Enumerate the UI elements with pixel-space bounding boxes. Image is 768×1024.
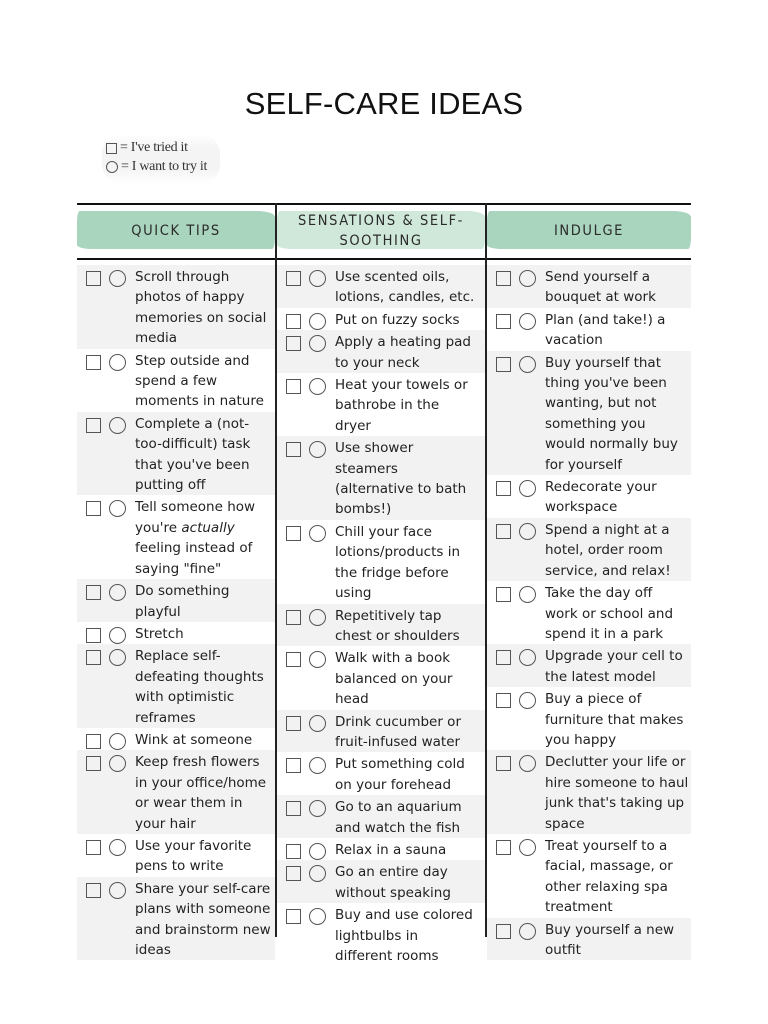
list-item	[77, 728, 275, 750]
tried-checkbox[interactable]	[496, 650, 511, 665]
item-text	[335, 840, 485, 860]
list-item	[77, 349, 275, 412]
list-item	[487, 581, 691, 644]
item-text	[545, 836, 691, 918]
tried-checkbox[interactable]	[86, 628, 101, 643]
want-to-try-circle[interactable]	[109, 417, 126, 434]
item-text-line: feeling instead of	[135, 540, 253, 557]
want-to-try-circle[interactable]	[109, 584, 126, 601]
item-text	[135, 879, 275, 961]
column-items	[77, 265, 275, 960]
list-item	[277, 646, 485, 709]
list-item	[277, 520, 485, 604]
want-to-try-circle[interactable]	[519, 270, 536, 287]
list-item	[77, 877, 275, 961]
tried-checkbox[interactable]	[496, 924, 511, 939]
tried-checkbox[interactable]	[286, 526, 301, 541]
tried-checkbox[interactable]	[286, 909, 301, 924]
want-to-try-circle[interactable]	[109, 627, 126, 644]
list-item	[277, 860, 485, 903]
item-text-line: ideas	[135, 942, 171, 958]
want-to-try-circle[interactable]	[519, 586, 536, 603]
item-text	[335, 862, 485, 903]
tried-checkbox[interactable]	[286, 314, 301, 329]
item-text-line: service, and relax!	[545, 562, 671, 579]
item-text	[135, 414, 275, 496]
list-item	[277, 436, 485, 520]
item-text-line: Complete a (not-	[135, 415, 250, 432]
item-text-line: pens to write	[135, 858, 224, 875]
item-text	[135, 836, 275, 877]
tried-checkbox[interactable]	[86, 418, 101, 433]
tried-checkbox[interactable]	[496, 840, 511, 855]
list-item	[77, 495, 275, 579]
list-item	[277, 265, 485, 308]
want-to-try-circle[interactable]	[309, 757, 326, 774]
want-to-try-circle[interactable]	[309, 609, 326, 626]
item-text	[335, 797, 485, 838]
item-text-line: bouquet at work	[545, 289, 656, 306]
item-text-line: plans with someone	[135, 901, 271, 918]
list-item	[277, 795, 485, 838]
column-indulge	[487, 203, 691, 958]
item-text-line: Share your self-care	[135, 880, 271, 897]
list-item	[77, 644, 275, 728]
tried-checkbox[interactable]	[286, 610, 301, 625]
item-text-line: bombs!)	[335, 501, 392, 518]
tried-checkbox[interactable]	[496, 587, 511, 602]
item-text-line: Walk with a book	[335, 650, 451, 667]
item-text	[335, 905, 485, 966]
tried-checkbox[interactable]	[286, 716, 301, 731]
item-text-line: Put something cold	[335, 756, 465, 773]
checkbox-icon	[106, 143, 117, 154]
item-text-line: dryer	[335, 417, 371, 434]
item-text-line: spend it in a park	[545, 625, 664, 642]
item-text	[135, 267, 275, 349]
item-text-line: Put on fuzzy socks	[335, 311, 460, 328]
want-to-try-circle[interactable]	[519, 923, 536, 940]
item-text-line: saying "fine"	[135, 560, 222, 577]
item-text-line: Apply a heating pad	[335, 334, 471, 351]
list-item	[277, 710, 485, 753]
want-to-try-circle[interactable]	[109, 733, 126, 750]
item-text-line: Redecorate your	[545, 479, 657, 496]
list-item	[487, 834, 691, 918]
tried-checkbox[interactable]	[86, 355, 101, 370]
list-item	[487, 750, 691, 834]
item-text-line: bathrobe in the	[335, 397, 440, 414]
list-item	[487, 475, 691, 518]
want-to-try-circle[interactable]	[519, 692, 536, 709]
circle-icon	[106, 161, 118, 173]
list-item	[487, 644, 691, 687]
item-text-line: workspace	[545, 499, 618, 516]
item-text-line: to your neck	[335, 354, 420, 371]
item-text-line: with optimistic	[135, 689, 235, 706]
want-to-try-circle[interactable]	[519, 523, 536, 540]
want-to-try-circle[interactable]	[309, 441, 326, 458]
item-text-line: Buy and use colored	[335, 907, 473, 924]
item-text-line: Upgrade your cell to	[545, 648, 683, 665]
item-text-line: playful	[135, 603, 181, 620]
want-to-try-circle[interactable]	[519, 755, 536, 772]
item-text-line: your hair	[135, 815, 196, 832]
column-sensations	[277, 203, 485, 964]
column-header-label: QUICK TIPS	[131, 222, 221, 239]
item-text	[135, 581, 275, 622]
legend-want-label: = I want to try it	[121, 159, 208, 174]
tried-checkbox[interactable]	[86, 501, 101, 516]
item-text	[135, 730, 275, 750]
item-text-line: wanting, but not	[545, 395, 657, 412]
want-to-try-circle[interactable]	[309, 313, 326, 330]
tried-checkbox[interactable]	[86, 883, 101, 898]
item-text-line: lightbulbs in	[335, 927, 418, 944]
want-to-try-circle[interactable]	[309, 843, 326, 860]
column-items	[277, 265, 485, 966]
item-text	[335, 712, 485, 753]
item-text	[335, 438, 485, 520]
list-item	[487, 308, 691, 351]
column-header-label: SENSATIONS & SELF-SOOTHING	[297, 212, 464, 249]
tried-checkbox[interactable]	[286, 866, 301, 881]
item-text-line: hotel, order room	[545, 542, 663, 559]
item-text-line: defeating thoughts	[135, 668, 264, 685]
item-text	[335, 606, 485, 647]
want-to-try-circle[interactable]	[309, 378, 326, 395]
tried-checkbox[interactable]	[86, 756, 101, 771]
item-text-line: chest or shoulders	[335, 627, 460, 644]
item-text	[335, 754, 485, 795]
item-text	[135, 351, 275, 412]
emphasis-text: actually	[181, 519, 235, 536]
want-to-try-circle[interactable]	[309, 865, 326, 882]
want-to-try-circle[interactable]	[309, 270, 326, 287]
want-to-try-circle[interactable]	[109, 354, 126, 371]
column-header	[487, 203, 691, 258]
item-text	[545, 689, 691, 750]
item-text-line: that you've been	[135, 456, 250, 473]
item-text-line: other relaxing spa	[545, 878, 668, 895]
want-to-try-circle[interactable]	[109, 270, 126, 287]
tried-checkbox[interactable]	[86, 840, 101, 855]
item-text-line: balanced on your	[335, 670, 453, 687]
item-text-line: Take the day off	[545, 585, 653, 602]
item-text-line: Use shower	[335, 440, 414, 457]
column-header-label: INDULGE	[553, 222, 624, 239]
column-quick-tips	[77, 203, 275, 958]
item-text	[545, 583, 691, 644]
item-text-line: you're actually	[135, 519, 235, 536]
list-item	[277, 903, 485, 966]
item-text-line: work or school and	[545, 605, 674, 622]
item-text	[135, 646, 275, 728]
item-text	[335, 310, 485, 330]
item-text-line: Buy yourself that	[545, 354, 662, 371]
tried-checkbox[interactable]	[496, 481, 511, 496]
item-text-line: Keep fresh flowers	[135, 754, 260, 771]
legend-tried-label: = I've tried it	[120, 140, 188, 155]
item-text	[335, 522, 485, 604]
item-text-line: something you	[545, 415, 646, 432]
tried-checkbox[interactable]	[286, 442, 301, 457]
item-text-line: using	[335, 585, 372, 602]
tried-checkbox[interactable]	[286, 379, 301, 394]
item-text-line: Buy yourself a new	[545, 921, 675, 938]
item-text-line: the latest model	[545, 668, 656, 685]
item-text	[335, 332, 485, 373]
column-header	[77, 203, 275, 258]
item-text-line: Treat yourself to a	[545, 837, 668, 854]
item-text	[545, 646, 691, 687]
self-care-table	[77, 203, 691, 964]
item-text-line: Tell someone how	[135, 499, 256, 516]
item-text-line: Replace self-	[135, 648, 221, 665]
list-item	[487, 918, 691, 961]
want-to-try-circle[interactable]	[309, 525, 326, 542]
item-text-line: and watch the fish	[335, 819, 461, 836]
list-item	[277, 604, 485, 647]
item-text-line: or wear them in	[135, 795, 243, 812]
item-text-line: Go to an aquarium	[335, 799, 462, 816]
item-text-line: the fridge before	[335, 564, 449, 581]
tried-checkbox[interactable]	[496, 271, 511, 286]
item-text	[545, 920, 691, 961]
item-text-line: Heat your towels or	[335, 377, 468, 394]
column-header	[277, 203, 485, 258]
item-text-line: Step outside and	[135, 352, 250, 369]
tried-checkbox[interactable]	[86, 271, 101, 286]
tried-checkbox[interactable]	[496, 357, 511, 372]
item-text-line: lotions/products in	[335, 544, 461, 561]
want-to-try-circle[interactable]	[109, 839, 126, 856]
want-to-try-circle[interactable]	[519, 649, 536, 666]
tried-checkbox[interactable]	[286, 336, 301, 351]
item-text-line: fruit-infused water	[335, 733, 461, 750]
item-text-line: moments in nature	[135, 393, 264, 410]
tried-checkbox[interactable]	[496, 693, 511, 708]
list-item	[277, 838, 485, 860]
list-item	[277, 373, 485, 436]
item-text	[135, 624, 275, 644]
list-item	[487, 351, 691, 475]
item-text-line: Spend a night at a	[545, 521, 670, 538]
item-text-line: Do something	[135, 583, 230, 600]
item-text-line: treatment	[545, 899, 613, 916]
want-to-try-circle[interactable]	[519, 356, 536, 373]
item-text-line: on your forehead	[335, 776, 452, 793]
item-text-line: photos of happy	[135, 289, 245, 306]
item-text-line: Relax in a sauna	[335, 841, 447, 858]
item-text-line: Plan (and take!) a	[545, 311, 666, 328]
list-item	[277, 330, 485, 373]
item-text-line: for yourself	[545, 456, 623, 473]
item-text-line: lotions, candles, etc.	[335, 289, 475, 306]
legend-tried	[106, 139, 188, 157]
list-item	[487, 687, 691, 750]
item-text-line: junk that's taking up	[545, 795, 685, 812]
want-to-try-circle[interactable]	[109, 882, 126, 899]
list-item	[77, 579, 275, 622]
want-to-try-circle[interactable]	[109, 755, 126, 772]
want-to-try-circle[interactable]	[309, 800, 326, 817]
item-text-line: Chill your face	[335, 523, 432, 540]
tried-checkbox[interactable]	[286, 652, 301, 667]
list-item	[487, 265, 691, 308]
item-text-line: furniture that makes	[545, 711, 684, 728]
item-text-line: reframes	[135, 709, 196, 726]
tried-checkbox[interactable]	[286, 801, 301, 816]
item-text	[545, 752, 691, 834]
item-text	[135, 497, 275, 579]
legend-want	[106, 158, 207, 176]
item-text-line: facial, massage, or	[545, 858, 673, 875]
tried-checkbox[interactable]	[286, 758, 301, 773]
item-text	[545, 353, 691, 475]
item-text	[335, 267, 485, 308]
item-text-line: hire someone to haul	[545, 774, 689, 791]
item-text-line: steamers	[335, 460, 398, 477]
page-title: SELF-CARE IDEAS	[244, 86, 524, 121]
item-text-line: Wink at someone	[135, 731, 253, 748]
list-item	[77, 834, 275, 877]
item-text-line: Send yourself a	[545, 269, 651, 285]
item-text-line: Repetitively tap	[335, 607, 442, 624]
tried-checkbox[interactable]	[496, 756, 511, 771]
item-text-line: without speaking	[335, 884, 451, 901]
item-text-line: would normally buy	[545, 436, 678, 453]
item-text-line: memories on social	[135, 309, 267, 326]
want-to-try-circle[interactable]	[309, 335, 326, 352]
item-text-line: Scroll through	[135, 269, 230, 285]
item-text-line: you happy	[545, 731, 617, 748]
item-text	[135, 752, 275, 834]
want-to-try-circle[interactable]	[309, 651, 326, 668]
want-to-try-circle[interactable]	[519, 839, 536, 856]
item-text-line: Go an entire day	[335, 864, 448, 881]
item-text	[545, 477, 691, 518]
list-item	[77, 750, 275, 834]
want-to-try-circle[interactable]	[519, 480, 536, 497]
item-text-line: outfit	[545, 942, 581, 958]
tried-checkbox[interactable]	[286, 844, 301, 859]
item-text-line: putting off	[135, 477, 206, 494]
item-text-line: spend a few	[135, 373, 217, 390]
list-item	[77, 265, 275, 349]
item-text	[545, 310, 691, 351]
item-text	[545, 267, 691, 308]
item-text-line: Declutter your life or	[545, 754, 686, 771]
item-text-line: thing you've been	[545, 375, 667, 392]
item-text-line: Use your favorite	[135, 837, 252, 854]
want-to-try-circle[interactable]	[309, 908, 326, 925]
want-to-try-circle[interactable]	[109, 649, 126, 666]
item-text	[545, 520, 691, 581]
want-to-try-circle[interactable]	[309, 715, 326, 732]
item-text-line: vacation	[545, 332, 603, 349]
legend	[102, 134, 220, 184]
item-text-line: too-difficult) task	[135, 436, 251, 453]
list-item	[277, 308, 485, 330]
list-item	[277, 752, 485, 795]
item-text-line: media	[135, 330, 178, 347]
want-to-try-circle[interactable]	[519, 313, 536, 330]
list-item	[487, 518, 691, 581]
want-to-try-circle[interactable]	[109, 500, 126, 517]
tried-checkbox[interactable]	[86, 650, 101, 665]
item-text-line: Stretch	[135, 625, 184, 642]
item-text-line: in your office/home	[135, 774, 267, 791]
item-text	[335, 375, 485, 436]
column-items	[487, 265, 691, 960]
list-item	[77, 622, 275, 644]
tried-checkbox[interactable]	[286, 271, 301, 286]
item-text-line: space	[545, 815, 585, 832]
item-text-line: (alternative to bath	[335, 481, 467, 498]
tried-checkbox[interactable]	[496, 314, 511, 329]
tried-checkbox[interactable]	[86, 585, 101, 600]
item-text-line: different rooms	[335, 948, 439, 964]
tried-checkbox[interactable]	[86, 734, 101, 749]
item-text-line: Buy a piece of	[545, 691, 642, 708]
item-text	[335, 648, 485, 709]
item-text-line: and brainstorm new	[135, 921, 271, 938]
list-item	[77, 412, 275, 496]
item-text-line: head	[335, 691, 369, 708]
tried-checkbox[interactable]	[496, 524, 511, 539]
item-text-line: Drink cucumber or	[335, 713, 461, 730]
item-text-line: Use scented oils,	[335, 269, 450, 285]
